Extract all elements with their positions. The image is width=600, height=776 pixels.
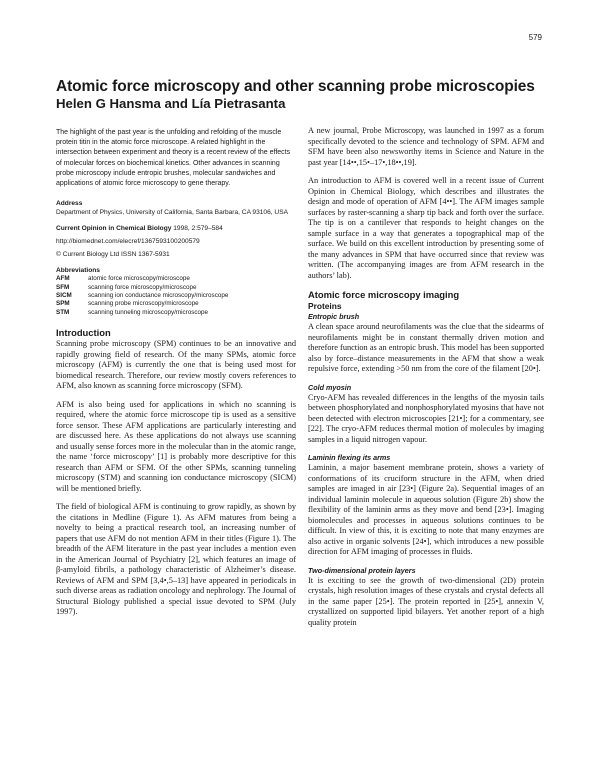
two-dimensional-protein-heading: Two-dimensional protein layers	[308, 565, 416, 575]
address-label: Address	[56, 200, 83, 208]
introduction-paragraph-1: Scanning probe microscopy (SPM) continues to be an innovative and rapidly growing field of research. Of the many SPMs, atomic force microscopy (AFM) is currently the one that is being used most for biomedical research. Therefore, our review mostly covers references to AFM, also known as scanning force microscopy (SFM).	[56, 339, 296, 391]
laminin-paragraph: Laminin, a major basement membrane protein, shows a variety of conformations of its cruciform structure in the AFM, when dried samples are imaged in air [23•] (Figure 2a). Sequential images of an individual laminin molecule in aqueous solution (Figure 2b) show the flexibility of the laminin arms as they move and bend [23•]. Imaging biomolecules and processes in aqueous solutions continues to be difficult. In view of this, it is exciting to note that many enzymes are also active in organic solvents [24•], which introduces a new possible direction for AFM imaging of processes in fluids.	[308, 463, 544, 556]
abbreviation: SPM	[56, 300, 70, 308]
proteins-heading: Proteins	[308, 301, 342, 311]
address: Department of Physics, University of California, Santa Barbara, CA 93106, USA	[56, 209, 288, 217]
abbreviation: AFM	[56, 275, 70, 283]
article-title: Atomic force microscopy and other scanning probe microscopies	[56, 78, 535, 95]
abbreviations-label: Abbreviations	[56, 267, 100, 275]
abbreviations-table	[56, 275, 228, 317]
journal-details: 1998, 2:579–584	[171, 225, 223, 233]
introduction-heading: Introduction	[56, 327, 111, 339]
copyright: © Current Biology Ltd ISSN 1367-5931	[56, 251, 170, 259]
entropic-brush-heading: Entropic brush	[308, 312, 360, 321]
abbreviation-meaning: atomic force microscopy/microscope	[88, 275, 190, 283]
abbreviation-row	[56, 292, 228, 300]
abbreviation-meaning: scanning ion conductance microscopy/microscope	[88, 292, 229, 300]
abbreviation-row	[56, 300, 228, 308]
introduction-paragraph-3: The field of biological AFM is continuing to grow rapidly, as shown by the citations in Medline (Figure 1). As AFM matures from being a novelty to being a practical research tool, an increasing number of papers that use AFM do not mention AFM in their titles (Figure 1). The breadth of the AFM literature in the past year includes a mention even in the American Journal of Psychiatry [2], which features an image of β-amyloid fibrils, a pathology characteristic of Alzheimer’s disease. Reviews of AFM and SPM [3,4•,5–13] have appeared in periodicals in such diverse areas as radiation oncology and nephrology. The Journal of Structural Biology published a special issue devoted to SPM (July 1997).	[56, 502, 296, 617]
abbreviation-meaning: scanning force microscopy/microscope	[88, 283, 197, 291]
page-number: 579	[528, 33, 542, 42]
right-paragraph-1: A new journal, Probe Microscopy, was launched in 1997 as a forum specifically devoted to the science and technology of SPM. AFM and SFM have been also newsworthy items in Science and Nature in the past year [14••,15•–17•,18••,19].	[308, 126, 544, 167]
cold-myosin-heading: Cold myosin	[308, 382, 352, 392]
abbreviation: STM	[56, 308, 70, 316]
right-paragraph-2: An introduction to AFM is covered well in a recent issue of Current Opinion in Chemical Biology, which describes and illustrates the design and mode of operation of AFM [4••]. The AFM images sample surfaces by raster-scanning a sharp tip back and forth over the surface. The tip is on a cantilever that responds to height changes on the sample surface in a way that generates a topographical map of the surface. We build on this excellent introduction by presenting some of the many advances in SPM that have occurred since that review was written. (The accompanying images are from AFM research in the authors’ lab).	[308, 176, 544, 280]
afm-imaging-heading: Atomic force microscopy imaging	[308, 289, 460, 300]
abstract: The highlight of the past year is the unfolding and refolding of the muscle protein titin in the atomic force microscope. A related highlight in the intersection between experiment and theory is a recent review of the effects of molecular forces on biochemical kinetics. Other advances in scanning probe microscopy include entropic brushes, molecular sandwiches and applications of atomic force microscopy to gene therapy.	[56, 129, 291, 188]
entropic-brush-paragraph: A clean space around neurofilaments was the clue that the sidearms of neurofilaments might be in constant thermally driven motion and therefore function as an entropic brush. This model has been supported also by force–distance measurements in the AFM that show a weak repulsive force, extending >50 nm from the core of the filament [20•].	[308, 322, 544, 373]
abbreviation-row	[56, 309, 228, 317]
article-authors: Helen G Hansma and Lía Pietrasanta	[56, 96, 286, 111]
left-column	[56, 128, 296, 626]
two-dimensional-protein-paragraph: It is exciting to see the growth of two-dimensional (2D) protein crystals, high resolution images of these crystals and crystal defects all in the same paper [25•]. The protein reported in [25•], annexin V, crystallized on supported lipid bilayers. Yet another report of a high quality protein	[308, 575, 544, 627]
abbreviation: SFM	[56, 283, 70, 291]
introduction-paragraph-2: AFM is also being used for applications in which no scanning is required, where the atomic force microscope tip is used as a sensitive force sensor. These AFM applications are particularly interesting and are discussed here. As these applications do not always use scanning and usually sense forces more in the molecular than in the atomic range, the name ‘force microscopy’ [1] is probably more descriptive for this research than AFM or SFM. Of the other SPMs, scanning tunneling microscopy (STM) and scanning ion conductance microscopy (SICM) will be mentioned briefly.	[56, 399, 296, 493]
journal-citation	[56, 224, 296, 233]
abbreviation-row	[56, 275, 228, 283]
article-url[interactable]: http://biomednet.com/elecref/1367593100200579	[56, 238, 200, 246]
journal-name: Current Opinion in Chemical Biology	[56, 225, 172, 233]
abbreviation-meaning: scanning tunneling microscopy/microscope	[88, 308, 209, 316]
abbreviation-row	[56, 284, 228, 292]
abbreviation-meaning: scanning probe microscopy/microscope	[88, 300, 199, 308]
abbreviation: SICM	[56, 292, 72, 300]
right-column	[308, 126, 544, 636]
laminin-heading: Laminin flexing its arms	[308, 453, 391, 462]
cold-myosin-paragraph: Cryo-AFM has revealed differences in the lengths of the myosin tails between phosphorylated and nonphosphorylated myosins that have not been detected with electron microscopies [21•]; for a commentary, see [22]. The cryo-AFM reduces thermal motion of molecules by imaging samples in a liquid nitrogen vapour.	[308, 392, 544, 444]
